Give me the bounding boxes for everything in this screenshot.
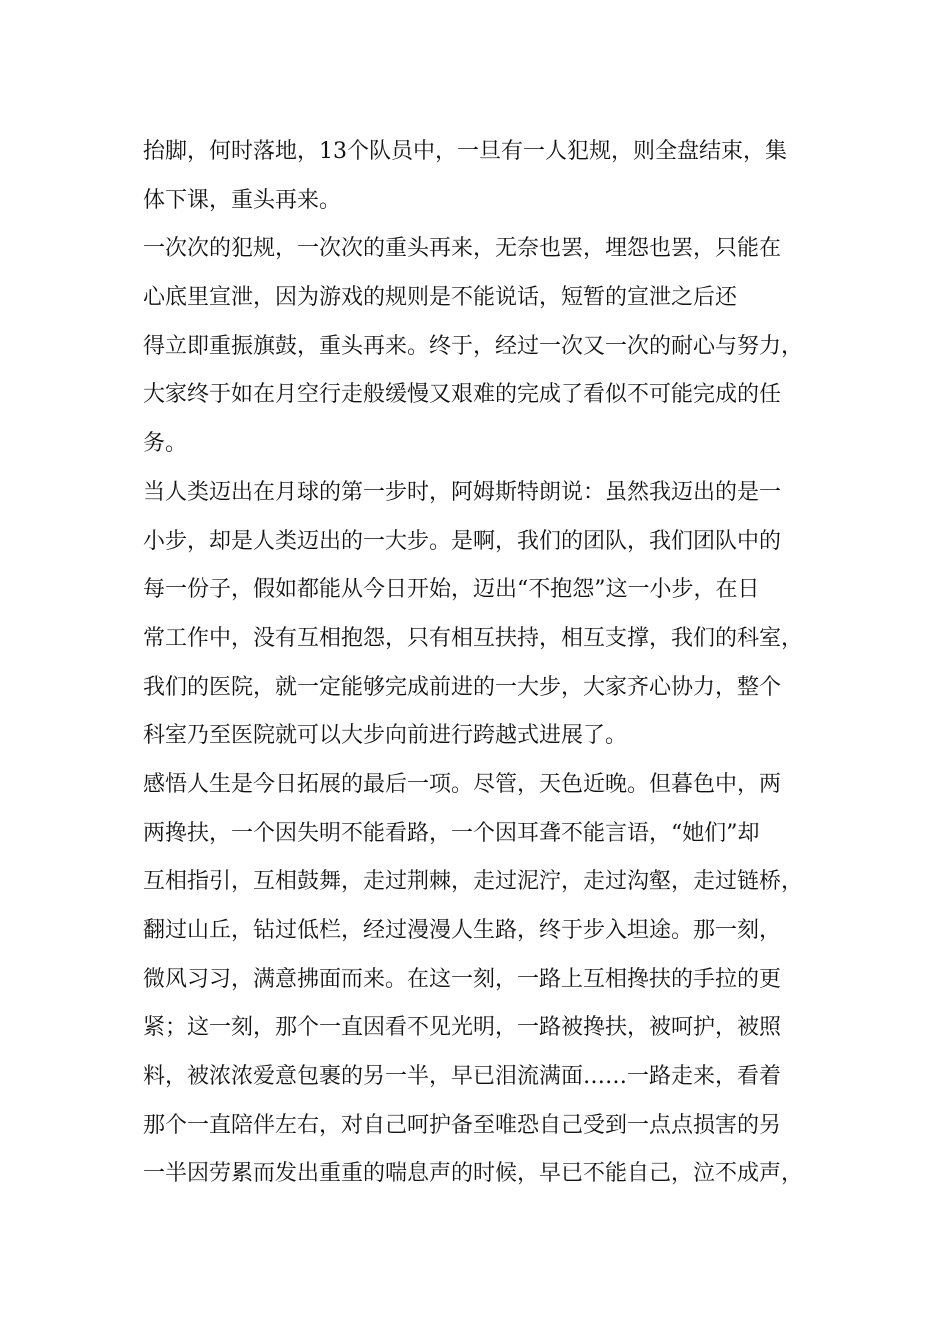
text-line: 体下课，重头再来。 <box>143 187 342 213</box>
text-line: 当人类迈出在月球的第一步时，阿姆斯特朗说：虽然我迈出的是一 <box>143 479 782 505</box>
text-line: 抬脚，何时落地，13个队员中，一旦有一人犯规，则全盘结束，集 <box>143 139 787 164</box>
text-line: 常工作中，没有互相抱怨，只有相互扶持，相互支撑，我们的科室， <box>143 625 804 651</box>
text-line: 得立即重振旗鼓，重头再来。终于，经过一次又一次的耐心与努力， <box>143 333 804 359</box>
text-line: 科室乃至医院就可以大步向前进行跨越式进展了。 <box>143 723 628 749</box>
text-line: 一次次的犯规，一次次的重头再来，无奈也罢，埋怨也罢，只能在 <box>143 236 782 262</box>
text-line: 每一份子，假如都能从今日开始，迈出“不抱怨”这一小步，在日 <box>143 577 760 603</box>
text-line: 一半因劳累而发出重重的喘息声的时候，早已不能自己，泣不成声， <box>143 1161 804 1187</box>
text-line: 感悟人生是今日拓展的最后一项。尽管，天色近晚。但暮色中，两 <box>143 771 782 797</box>
text-line: 大家终于如在月空行走般缓慢又艰难的完成了看似不可能完成的任 <box>143 382 782 408</box>
text-line: 料，被浓浓爱意包裹的另一半，早已泪流满面……一路走来，看着 <box>143 1064 782 1090</box>
text-line: 互相指引，互相鼓舞，走过荆棘，走过泥泞，走过沟壑，走过链桥， <box>143 869 804 895</box>
text-line: 务。 <box>143 431 188 457</box>
text-line: 我们的医院，就一定能够完成前进的一大步，大家齐心协力，整个 <box>143 674 782 700</box>
text-line: 紧；这一刻，那个一直因看不见光明，一路被搀扶，被呵护，被照 <box>143 1015 782 1041</box>
text-line: 翻过山丘，钻过低栏，经过漫漫人生路，终于步入坦途。那一刻， <box>143 918 782 943</box>
text-line: 心底里宣泄，因为游戏的规则是不能说话，短暂的宣泄之后还 <box>143 285 738 311</box>
body-text <box>143 128 833 1199</box>
text-line: 小步，却是人类迈出的一大步。是啊，我们的团队，我们团队中的 <box>143 528 782 554</box>
text-line: 那个一直陪伴左右，对自己呵护备至唯恐自己受到一点点损害的另 <box>143 1112 782 1138</box>
text-line: 两搀扶，一个因失明不能看路，一个因耳聋不能言语，“她们”却 <box>143 820 760 846</box>
text-line: 微风习习，满意拂面而来。在这一刻，一路上互相搀扶的手拉的更 <box>143 966 782 992</box>
